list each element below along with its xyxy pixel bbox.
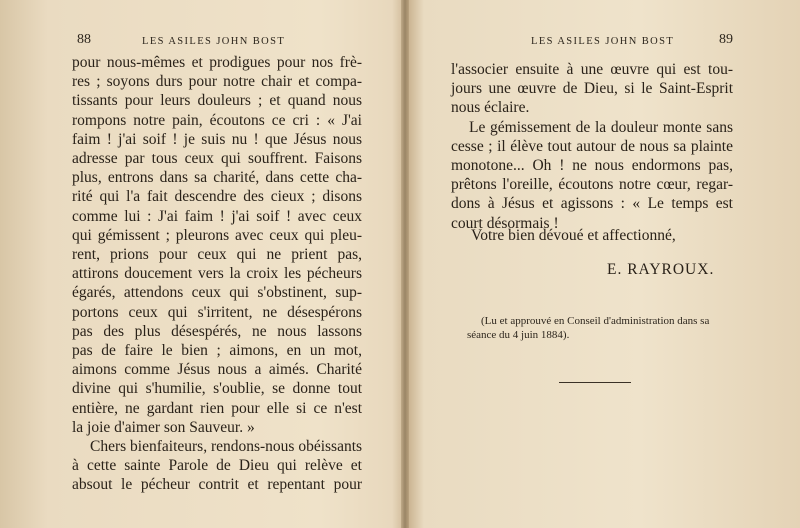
text-line: Le gémissement de la douleur monte sans <box>469 118 733 136</box>
text-line: qui gémissent ; pleurons avec ceux qui pleu- <box>72 226 362 244</box>
text-line: res ; soyons durs pour notre chair et compa- <box>72 73 362 91</box>
approval-note <box>467 314 752 342</box>
text-line: rité qui l'a fait descendre des cieux ; disons <box>72 188 362 206</box>
text-line: à cette sainte Parole de Dieu qui relève et <box>72 457 362 475</box>
text-line: adresse par tous ceux qui souffrent. Faisons <box>72 150 362 168</box>
text-line: tissants pour leurs douleurs ; et quand nous <box>72 92 362 110</box>
note-line: (Lu et approuvé en Conseil d'administration dans sa <box>481 315 710 327</box>
right-page <box>409 0 800 528</box>
text-line: portons ceux qui s'irritent, ne désespérons <box>72 303 362 321</box>
text-line: pour nous-mêmes et prodigues pour nos frè- <box>72 54 362 71</box>
left-page-body <box>72 53 362 495</box>
text-line: aimons comme Jésus nous a aimés. Charité <box>72 361 362 379</box>
text-line: dons à Jésus et agissons : « Le temps est <box>451 195 733 213</box>
right-running-head: LES ASILES JOHN BOST <box>531 36 675 47</box>
text-line: faim ! j'ai soif ! je suis nu ! que Jésus nous <box>72 130 362 148</box>
signature: E. RAYROUX. <box>607 261 715 278</box>
text-line: cesse ; il élève tout autour de nous sa plainte <box>451 137 733 155</box>
right-page-body <box>451 60 733 233</box>
text-line: égarés, attendons ceux qui s'obstinent, sup- <box>72 284 362 302</box>
left-running-head: LES ASILES JOHN BOST <box>142 36 286 47</box>
text-line: rent, prions pour ceux qui ne prient pas, <box>72 246 362 264</box>
text-line: court désormais ! <box>451 214 559 232</box>
book-gutter <box>401 0 409 528</box>
left-page-number: 88 <box>77 32 91 47</box>
text-line: pas des plus désespérés, ne nous lassons <box>72 322 362 340</box>
text-line: absout le pécheur contrit et repentant pour <box>72 476 362 494</box>
text-line: comme lui : J'ai faim ! j'ai soif ! avec ceux <box>72 207 362 225</box>
closing-line: Votre bien dévoué et affectionné, <box>471 227 676 244</box>
text-line: divine qui s'humilie, s'oublie, se donne tout <box>72 380 362 398</box>
text-line: plus, entrons dans sa charité, dans cette cha- <box>72 169 362 187</box>
text-line: nous éclaire. <box>451 99 530 117</box>
text-line: entière, ne gardant rien pour elle si ce n'est <box>72 399 362 417</box>
text-line: attirons doucement vers la croix les pécheurs <box>72 265 362 283</box>
text-line: prêtons l'oreille, écoutons notre cœur, regar- <box>451 176 733 194</box>
right-page-number: 89 <box>719 32 733 47</box>
text-line: rompons notre pain, écoutons ce cri : « J'ai <box>72 111 362 129</box>
text-line: pas de faire le bien ; aimons, en un mot, <box>72 342 362 360</box>
text-line: jours une œuvre de Dieu, si le Saint-Esprit <box>451 80 733 98</box>
text-line: Chers bienfaiteurs, rendons-nous obéissants <box>90 438 363 456</box>
text-line: l'associer ensuite à une œuvre qui est tou- <box>451 61 733 78</box>
text-line: monotone... Oh ! ne nous endormons pas, <box>451 157 733 175</box>
note-line: séance du 4 juin 1884). <box>467 329 570 341</box>
text-line: la joie d'aimer son Sauveur. » <box>72 418 255 436</box>
closing-rule <box>559 382 631 383</box>
